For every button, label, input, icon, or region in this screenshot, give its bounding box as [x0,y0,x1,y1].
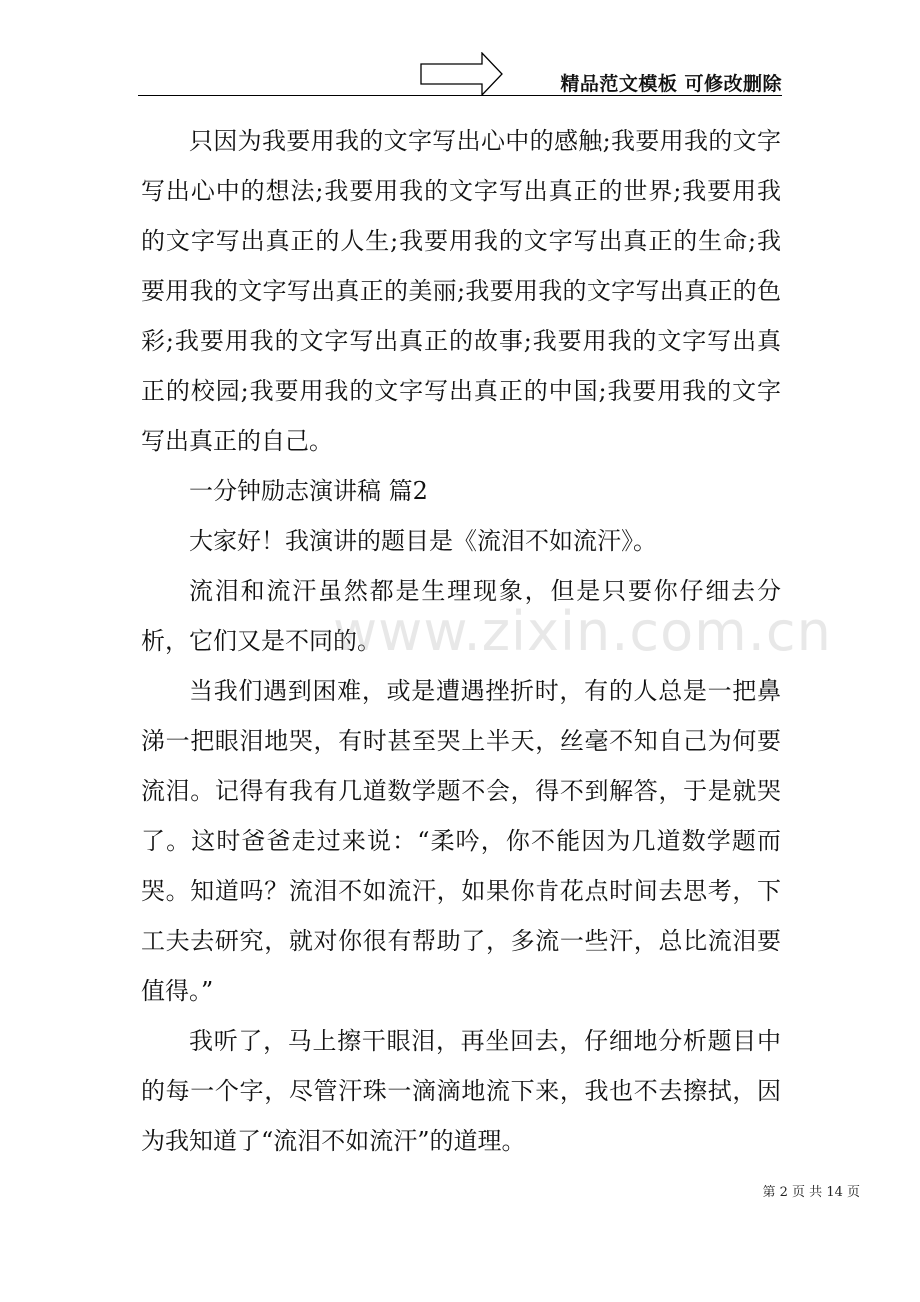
paragraph-comparison: 流泪和流汗虽然都是生理现象，但是只要你仔细去分析，它们又是不同的。 [141,577,781,655]
header-title: 精品范文模板 可修改删除 [560,73,782,95]
paragraph-conclusion: 我听了，马上擦干眼泪，再坐回去，仔细地分析题目中的每一个字，尽管汗珠一滴滴地流下来，我也不去擦拭，因为我知道了“流泪不如流汗”的道理。 [141,1027,781,1155]
paragraph-greeting: 大家好！我演讲的题目是《流泪不如流汗》。 [189,527,657,555]
header-divider [138,95,782,96]
watermark: www.zixin.com.cn [333,600,832,663]
document-body [141,116,781,1166]
section-heading: 一分钟励志演讲稿 篇2 [189,477,428,505]
page-header [138,50,782,96]
paragraph-story: 当我们遇到困难，或是遭遇挫折时，有的人总是一把鼻涕一把眼泪地哭，有时甚至哭上半天，丝毫不知自己为何要流泪。记得有我有几道数学题不会，得不到解答，于是就哭了。这时爸爸走过来说：“柔吟，你不能因为几道数学题而哭。知道吗？流泪不如流汗，如果你肯花点时间去思考，下工夫去研究，就对你很有帮助了，多流一些汗，总比流泪要值得。” [141,677,781,1005]
paragraph-intro: 只因为我要用我的文字写出心中的感触;我要用我的文字写出心中的想法;我要用我的文字写出真正的世界;我要用我的文字写出真正的人生;我要用我的文字写出真正的生命;我要用我的文字写出真正的美丽;我要用我的文字写出真正的色彩;我要用我的文字写出真正的故事;我要用我的文字写出真正的校园;我要用我的文字写出真正的中国;我要用我的文字写出真正的自己。 [141,127,781,455]
right-arrow-icon [420,52,504,96]
page-number: 第 2 页 共 14 页 [762,1185,860,1200]
